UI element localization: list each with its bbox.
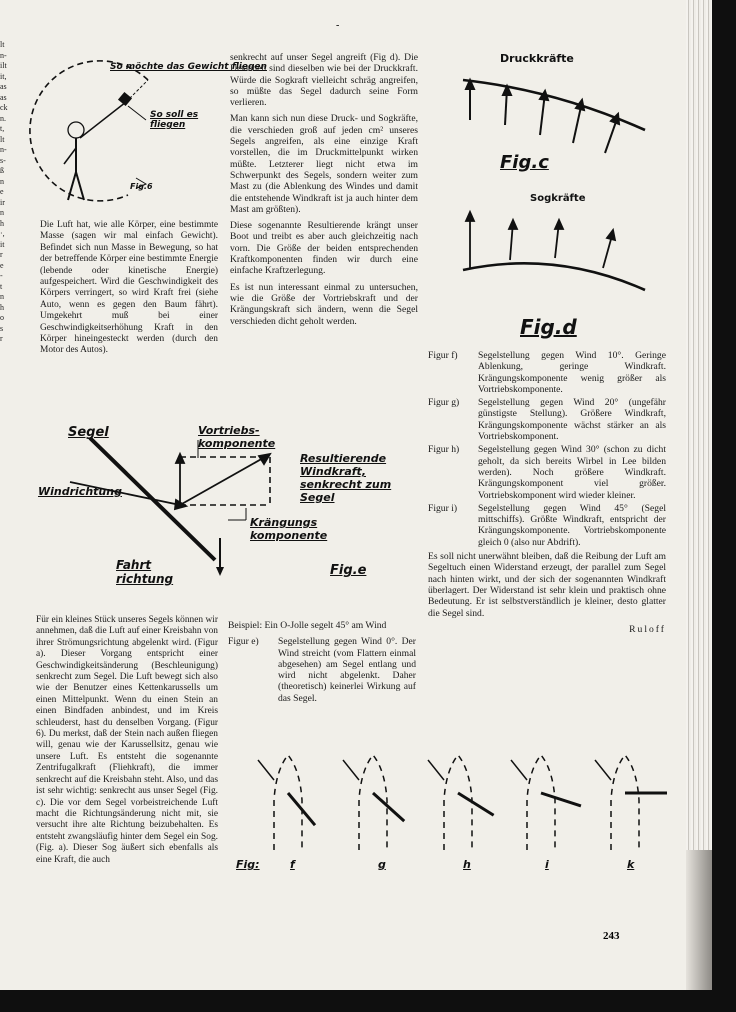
boats-diagram [230,755,670,885]
fige-resultierende-label: Resultierende Windkraft, senkrecht zum Segel [300,452,392,504]
margin-fragment: ck [0,103,8,112]
figure-text: Segelstellung gegen Wind 0°. Der Wind streicht (vom Flattern einmal abgesehen) am Segel entlang und wird nicht abgelenkt. Daher (theoretisch) keinerlei Wirkung auf das Segel. [278,636,416,704]
col2-text [230,52,418,332]
boats-prefix: Fig: [236,858,260,871]
figc-diagram [455,60,655,180]
figd-caption: Fig.d [520,315,577,339]
wind-arrow [595,760,611,780]
fige-fahrt-label: Fahrt richtung [116,558,174,586]
fig6-weight-label: So möchte das Gewicht fliegen [110,62,267,72]
boat-label-g: g [378,858,386,871]
col2-paragraph: Diese sogenannte Resultierende krängt unser Boot und treibt es aber auch gleichzeitig nach vorn. Die Größe der beiden entsprechenden Kraftkomponenten finden wir durch eine einfache Kraftzerlegung. [230,220,418,277]
boat-k [595,755,667,850]
margin-fragment: s- [0,155,6,165]
margin-fragment: h [0,302,4,312]
boat-f [258,755,315,850]
margin-fragment: ilt [0,61,7,70]
fige-kraengung-label: Krängungs komponente [250,516,328,542]
margin-fragment: lt [0,40,5,49]
col2-paragraph: Es ist nun interessant einmal zu untersuchen, wie die Größe der Vortriebskraft und der Krängungskraft sich ändern, wenn die Segel verschieden dicht geholt werden. [230,281,418,327]
fige-caption: Fig.e [330,563,367,578]
figure-list [428,350,666,635]
margin-fragment: n- [0,50,7,60]
boat-g [343,755,404,850]
margin-fragment: lt [0,134,5,144]
margin-fragment: as [0,82,7,91]
col2-lower-text [228,620,416,706]
figure-label: Figur e) [228,636,259,648]
margin-fragment: t [0,281,3,291]
figure-item [228,636,416,704]
col2-paragraph: Man kann sich nun diese Druck- und Sogkräfte, die verschieden groß auf jeden cm² unseres Segels angreifen, als eine einzige Kraft vorstellen, die im Druckmittelpunkt wirken müßte. Letzterer liegt nicht etwa im Schwerpunkt des Segels, sondern weiter zum Mast zu (die Ablenkung des Windes und damit die entstehende Windkraft ist ja auch hinter dem Mast am größten). [230,113,418,215]
margin-fragment: ·, [0,229,5,238]
col1-upper-text: Die Luft hat, wie alle Körper, eine bestimmte Masse (sagen wir mal einfach Gewicht). Befindet sich nun Masse in Bewegung, so hat der betreffende Körper eine bestimmte Energie (lebende oder kinetische Energie) aufgespeichert. Wird die Geschwindigkeit des Körpers verringert, so wird Kraft frei (siehe Auto, wenn es gegen den Baum fährt). Umgekehrt muß bei einer Geschwindigkeitserhöhung Kraft in den Körper hineingesteckt werden (durch den Motor des Autos). [40,220,218,356]
previous-page-text-edge [0,40,14,345]
margin-fragment: it, [0,71,7,81]
fige-windrichtung-label: Windrichtung [38,485,122,498]
boat-hull [444,755,472,850]
margin-fragment: n- [0,145,7,154]
col2-paragraph: senkrecht auf unser Segel angreift (Fig d). Die Ursachen sind dieselben wie bei der Druckkraft. Würde die Sogkraft vielleicht schräg angreifen, so müßte das Segel dadurch seine Form verlieren. [230,52,418,109]
margin-fragment: o [0,313,4,322]
figure-text: Segelstellung gegen Wind 30° (schon zu dicht geholt, da sich bereits Wirbel in Lee bilden werden). Noch größere Windkraft. Krängungskomponent viel größer. Vortriebskomponent wird wieder kleiner. [478,444,666,501]
figure-item [428,503,666,548]
boat-sail [458,793,494,815]
boat-hull [527,755,555,850]
margin-fragment: n [0,292,4,301]
fig6-caption: Fig.6 [130,182,153,191]
boat-h [428,755,494,850]
margin-fragment: it [0,239,5,249]
col1-lower-text: Für ein kleines Stück unseres Segels können wir annehmen, daß die Luft auf einer Kreisbahn von ihrer Strömungsrichtung abgelenkt wird. (Figur a). Dieser Vorgang entspricht einer Geschwindigkeitsänderung (Beschleunigung) senkrecht zum Segel. Die Luft bewegt sich also wie der Benutzer eines Kettenkarussells um einen Mittelpunkt. Wenn du einen Stein an einen Bindfaden anbindest, und im Kreis schleuderst, hast du denselben Vorgang. (Figur 6). Du merkst, daß der Stein nach außen fliegen will, genau wie der Karussellsitz, genau wie unsere Luft. Es entsteht die sogenannte Zentrifugalkraft (Fliehkraft), die immer senkrecht auf die Kreisbahn steht. Also, und das ist sehr wichtig: senkrecht aus unser Segel (Fig. c). Die vor dem Segel vorbeistreichende Luft macht die Richtungsänderung nicht mit, sie versucht ihre alte Richtung beizubehalten. Es entsteht zwangsläufig hinter dem Segel ein Sog. (Fig. a). Dieser Sog äußert sich ebenfalls als eine Kraft, die auch [36,615,218,865]
wind-arrow [428,760,444,780]
figc-caption: Fig.c [500,152,549,173]
figure-item [428,444,666,500]
figd-diagram [455,200,655,310]
header-dash: - [336,20,340,31]
book-page-edges [686,0,712,850]
wind-arrow [258,760,274,780]
author-signature: Ruloff [629,623,666,635]
margin-fragment: e [0,260,4,270]
margin-fragment: - [0,271,3,280]
margin-fragment: s [0,323,4,333]
margin-fragment: n [0,208,4,217]
margin-fragment: r [0,250,3,259]
margin-fragment: t, [0,124,5,133]
figure-text: Segelstellung gegen Wind 45° (Segel mittschiffs). Größte Windkraft, entspricht der Krängungskomponente. Vortriebskomponente gleich 0 (also nur Abdrift). [478,502,666,548]
boat-sail [541,793,581,806]
boat-label-i: i [545,858,549,871]
margin-fragment: e [0,187,4,196]
figure-label: Figur h) [428,444,460,456]
figure-label: Figur g) [428,397,460,409]
fige-segel-label: Segel [68,425,109,440]
margin-fragment: n [0,176,4,186]
figure-text: Segelstellung gegen Wind 20° (ungefähr günstigste Stellung). Größere Windkraft, Krängungskomponente wächst stärker an als Vortriebskomponent. [478,397,666,443]
margin-fragment: r [0,334,3,343]
page-number: 243 [603,930,620,942]
boat-hull [611,755,639,850]
margin-fragment: ß [0,166,4,175]
wind-arrow [511,760,527,780]
margin-fragment: as [0,92,7,102]
example-text: Beispiel: Ein O-Jolle segelt 45° am Wind [228,620,387,631]
figure-text: Segelstellung gegen Wind 10°. Geringe Ablenkung, geringe Windkraft. Krängungskomponente wenig größer als Vortriebskomponente. [478,350,666,395]
fig6-diagram [18,60,218,210]
figure-label: Figur i) [428,502,458,514]
figc-title: Druckkräfte [500,52,574,65]
figure-item [428,350,666,395]
boat-label-f: f [290,858,295,871]
boat-label-h: h [463,858,471,871]
wind-arrow [343,760,359,780]
fige-vortrieb-label: Vortriebs-komponente [198,424,276,450]
fig6-fly-label: So soll es fliegen [150,110,199,130]
figd-title: Sogkräfte [530,193,586,204]
figure-label: Figur f) [428,350,458,361]
margin-fragment: n. [0,113,6,123]
boat-sail [373,793,404,821]
closing-paragraph: Es soll nicht unerwähnt bleiben, daß die Reibung der Luft am Segeltuch einen Widerstand erzeugt, der parallel zum Segel nach hinten wirkt, und der sich der sogenannten Windkraft überlagert. Der Widerstand ist sehr klein und praktisch ohne Bedeutung. Er ist selbstverständlich je kleiner, desto glatter die Segel sind. [428,551,666,619]
boat-label-k: k [627,858,635,871]
book-spine-shadow [686,850,712,990]
margin-fragment: ir [0,197,5,207]
figure-item [428,397,666,442]
boat-i [511,755,581,850]
margin-fragment: h [0,218,4,228]
